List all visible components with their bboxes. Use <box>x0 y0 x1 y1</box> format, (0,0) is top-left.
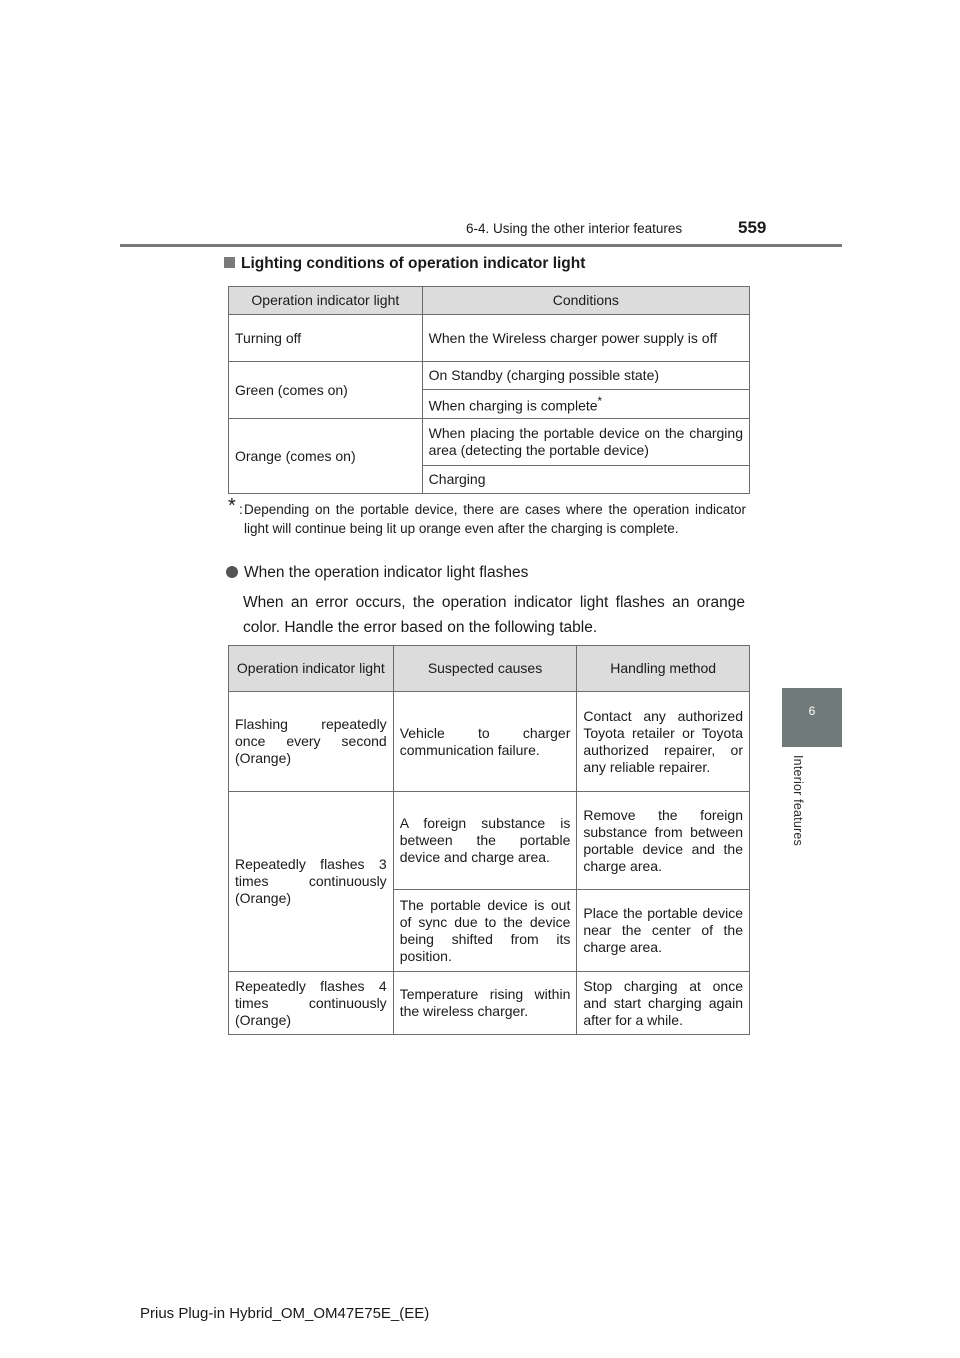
table-cell: Repeatedly flashes 4 times continuously (Orange) <box>229 972 394 1035</box>
table-cell: Turning off <box>229 315 423 362</box>
table-header-row <box>229 646 750 692</box>
footnote-text: Depending on the portable device, there are cases where the operation indicator light will continue being lit up orange even after the charging is complete. <box>244 502 746 536</box>
square-bullet-icon <box>224 257 235 268</box>
table-cell: Place the portable device near the center of the charge area. <box>577 890 750 972</box>
table-cell: On Standby (charging possible state) <box>422 362 749 390</box>
error-handling-table <box>228 645 750 1035</box>
column-header: Conditions <box>422 287 749 315</box>
column-header: Handling method <box>577 646 750 692</box>
table-cell: Vehicle to charger communication failure. <box>393 692 577 792</box>
table-cell: When the Wireless charger power supply is off <box>422 315 749 362</box>
bullet-heading <box>226 564 528 582</box>
chapter-label: Interior features <box>791 755 805 846</box>
section-heading-text: Lighting conditions of operation indicator light <box>241 255 586 272</box>
chapter-number: 6 <box>808 704 816 718</box>
table-cell: Flashing repeatedly once every second (Orange) <box>229 692 394 792</box>
bullet-heading-text: When the operation indicator light flashes <box>244 564 529 581</box>
table-cell <box>422 390 749 419</box>
footnote-marker: * <box>597 395 603 409</box>
table-cell: Temperature rising within the wireless charger. <box>393 972 577 1035</box>
table-cell: Orange (comes on) <box>229 419 423 494</box>
section-title: 6-4. Using the other interior features <box>466 221 683 236</box>
column-header: Operation indicator light <box>229 287 423 315</box>
table-row <box>229 972 750 1035</box>
table-cell: Charging <box>422 466 749 494</box>
table-cell: Stop charging at once and start charging again after for a while. <box>577 972 750 1035</box>
table-cell: When placing the portable device on the charging area (detecting the portable device) <box>422 419 749 466</box>
header-divider <box>120 244 842 247</box>
table-row <box>229 315 750 362</box>
table-header-row <box>229 287 750 315</box>
table-cell: Contact any authorized Toyota retailer or Toyota authorized repairer, or any reliable repairer. <box>577 692 750 792</box>
table-cell: A foreign substance is between the portable device and charge area. <box>393 792 577 890</box>
table-row <box>229 692 750 792</box>
table-row <box>229 792 750 890</box>
table-cell: Repeatedly flashes 3 times continuously (Orange) <box>229 792 394 972</box>
document-footer: Prius Plug-in Hybrid_OM_OM47E75E_(EE) <box>140 1305 430 1322</box>
section-heading <box>224 255 585 273</box>
column-header: Operation indicator light <box>229 646 394 692</box>
chapter-tab <box>782 688 842 747</box>
page-number: 559 <box>738 218 767 237</box>
table-cell: Remove the foreign substance from between portable device and the charge area. <box>577 792 750 890</box>
bullet-dot-icon <box>226 566 238 578</box>
body-paragraph: When an error occurs, the operation indicator light flashes an orange color. Handle the error based on the following table. <box>243 594 745 636</box>
lighting-conditions-table <box>228 286 750 494</box>
footnote-colon: : <box>239 502 243 517</box>
footnote-star: * <box>228 495 236 517</box>
table-row <box>229 419 750 466</box>
footnote <box>228 495 746 538</box>
table-row <box>229 362 750 390</box>
table-cell: The portable device is out of sync due to the device being shifted from its position. <box>393 890 577 972</box>
column-header: Suspected causes <box>393 646 577 692</box>
table-cell: Green (comes on) <box>229 362 423 419</box>
condition-text: When charging is complete <box>428 397 598 414</box>
